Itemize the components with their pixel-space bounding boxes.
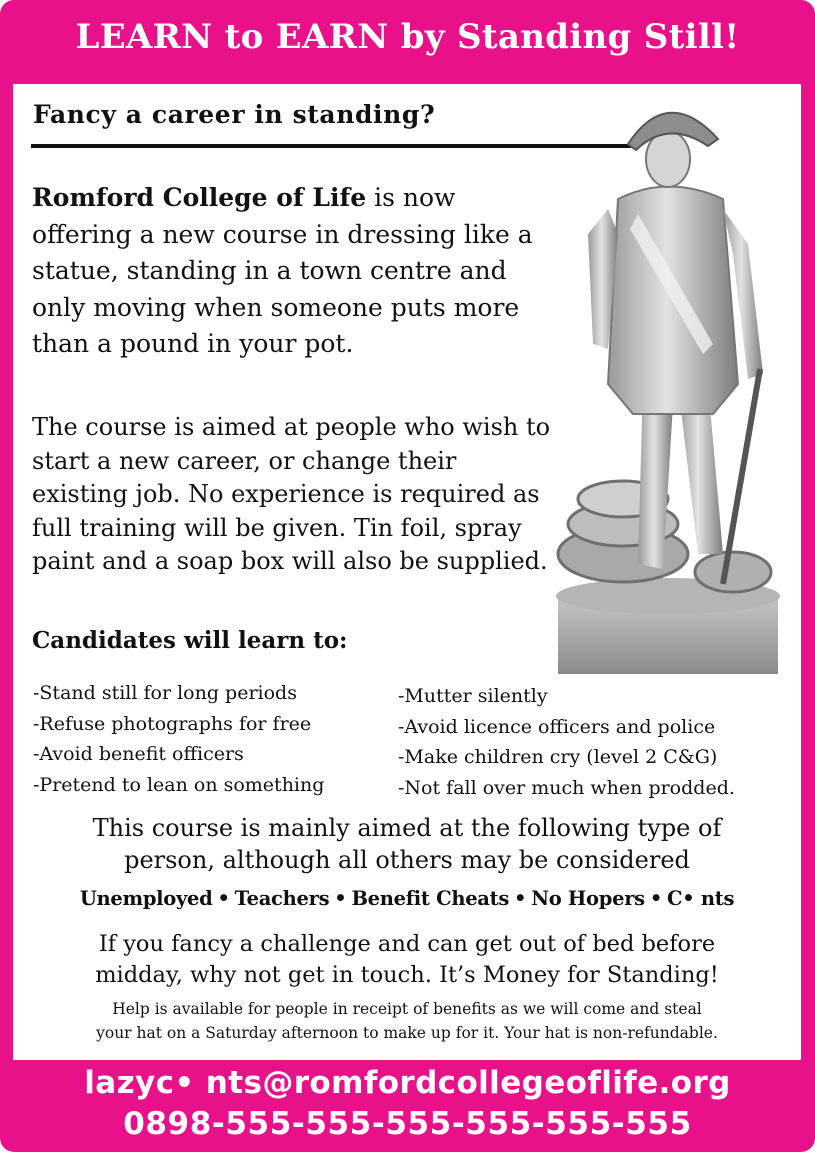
learn-heading: Candidates will learn to:: [32, 627, 348, 654]
statue-illustration: [548, 84, 798, 674]
bullet-separator: •: [334, 887, 347, 910]
bullet-separator: •: [649, 887, 663, 910]
audience-line: This course is mainly aimed at the following type of: [92, 814, 722, 842]
flyer-title: LEARN to EARN by Standing Still!: [75, 17, 740, 57]
learn-list-left: [33, 678, 383, 800]
list-item: -Pretend to lean on something: [33, 773, 325, 796]
bullet-separator: •: [514, 887, 527, 910]
audience-line: person, although all others may be considered: [124, 846, 690, 874]
intro-paragraph-text: is now offering a new course in dressing like a statue, standing in a town centre and only moving when someone puts more than a pound in your pot.: [32, 183, 533, 358]
audience-text: [13, 812, 801, 876]
audience-type: Teachers: [234, 887, 330, 910]
content-panel: [13, 84, 801, 1060]
help-line: Help is available for people in receipt of benefits as we will come and steal: [112, 1000, 702, 1018]
college-name: Romford College of Life: [32, 183, 367, 212]
audience-type: Unemployed: [79, 887, 213, 910]
list-item: -Refuse photographs for free: [33, 712, 312, 735]
learn-list-right: [398, 681, 798, 803]
course-paragraph: The course is aimed at people who wish to start a new career, or change their existing job. No experience is required as full training will be given. Tin foil, spray paint and a soap box will also be supplied.: [32, 413, 551, 575]
challenge-line: midday, why not get in touch. It’s Money for Standing!: [95, 962, 719, 988]
list-item: -Stand still for long periods: [33, 682, 297, 704]
audience-type: C• nts: [667, 887, 735, 910]
list-item: -Mutter silently: [398, 685, 548, 707]
list-item: -Avoid licence officers and police: [398, 715, 716, 738]
contact-phone[interactable]: 0898-555-555-555-555-555-555: [123, 1106, 692, 1142]
contact-email[interactable]: lazyc• nts@romfordcollegeoflife.org: [84, 1065, 731, 1101]
heading-rule: [31, 144, 631, 148]
audience-types: [13, 887, 801, 910]
intro-paragraph: [32, 180, 552, 363]
list-item: -Not fall over much when prodded.: [398, 776, 735, 799]
audience-type: No Hopers: [531, 887, 645, 910]
list-item: -Avoid benefit officers: [33, 743, 244, 765]
challenge-line: If you fancy a challenge and can get out of bed before: [98, 931, 716, 957]
bullet-separator: •: [217, 887, 230, 910]
help-line: your hat on a Saturday afternoon to make up for it. Your hat is non-refundable.: [96, 1024, 718, 1042]
help-text: [13, 997, 801, 1045]
challenge-text: [13, 929, 801, 991]
audience-type: Benefit Cheats: [351, 887, 510, 910]
list-item: -Make children cry (level 2 C&G): [398, 746, 718, 768]
subheading: Fancy a career in standing?: [33, 100, 436, 129]
contact-footer: [0, 1062, 815, 1144]
